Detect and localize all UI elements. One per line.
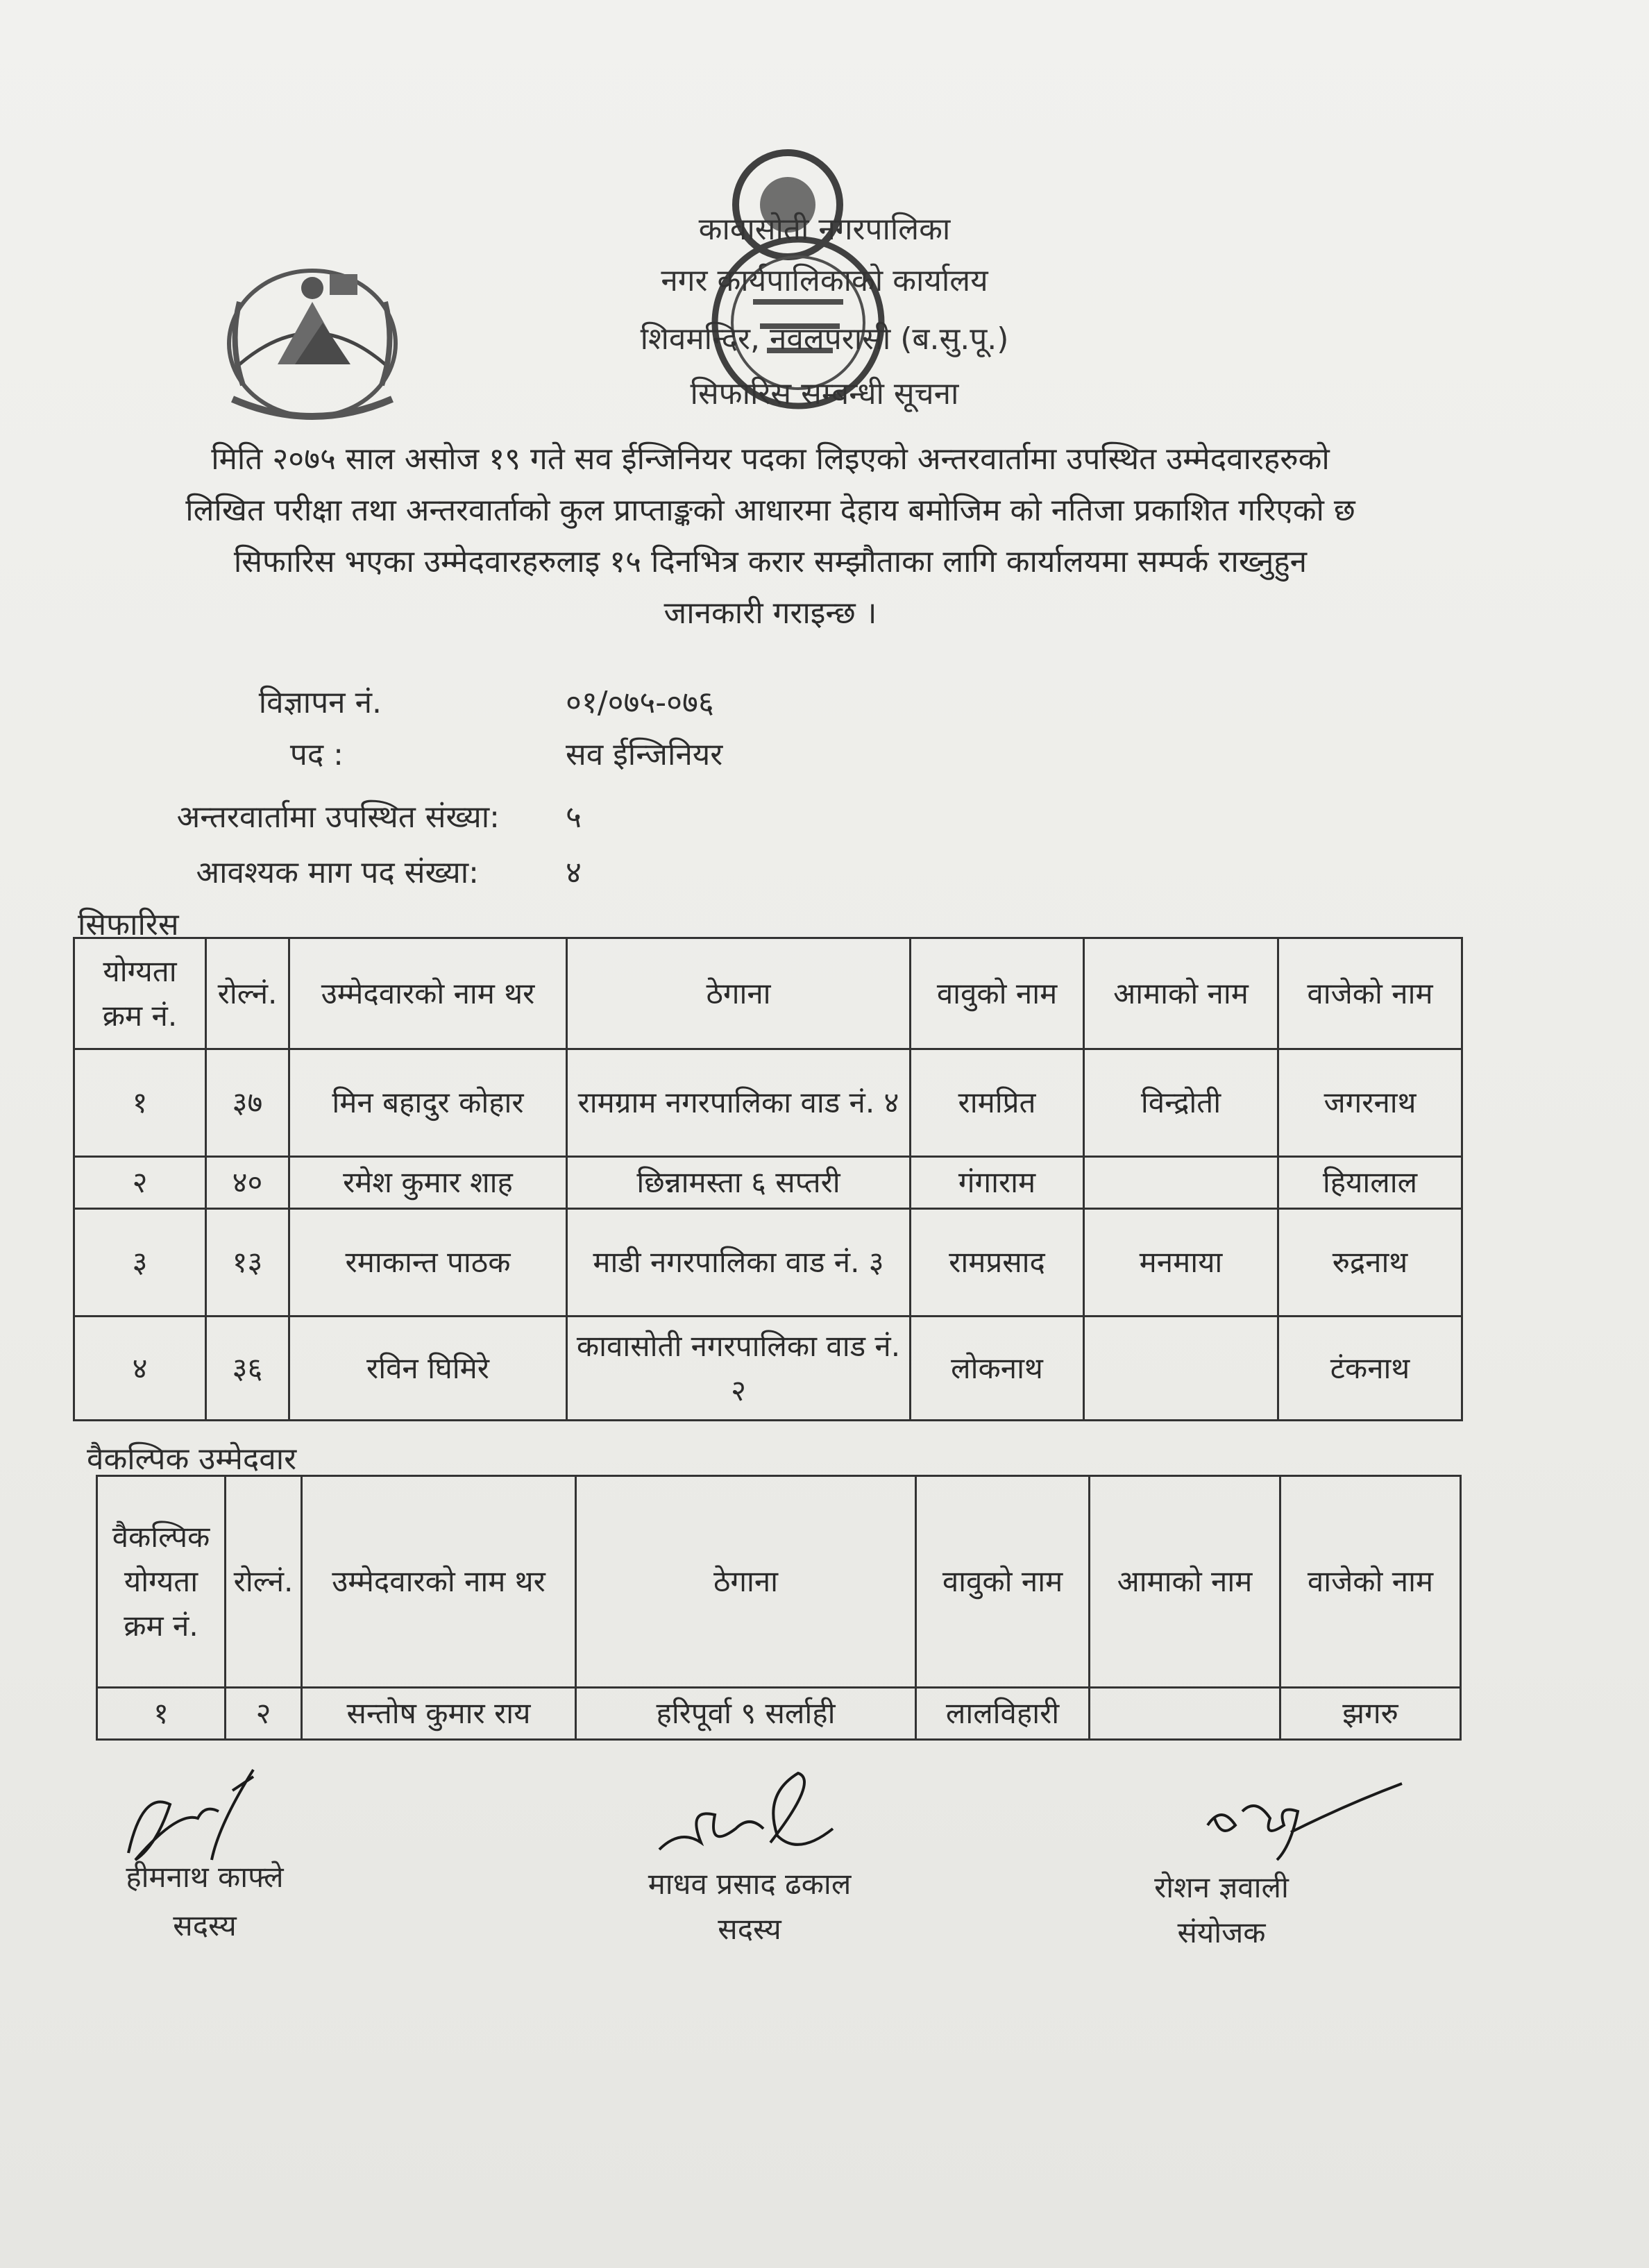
notice-line: सिफारिस भएका उम्मेदवारहरुलाइ १५ दिनभित्र करार सम्झौताका लागि कार्यालयमा सम्पर्क राख्नुहुन bbox=[233, 544, 1308, 579]
col-header-mother: आमाको नाम bbox=[1090, 1476, 1280, 1688]
col-header-alt-rank: वैकल्पिक योग्यता क्रम नं. bbox=[97, 1476, 226, 1688]
alternate-table bbox=[96, 1475, 1462, 1741]
signatory-1-name: हीमनाथ काफ्ले bbox=[126, 1860, 284, 1894]
table-header-row bbox=[74, 938, 1462, 1049]
cell-rank: ४ bbox=[74, 1317, 206, 1421]
cell-address: छिन्नामस्ता ६ सप्तरी bbox=[567, 1157, 911, 1209]
cell-address: रामग्राम नगरपालिका वाड नं. ४ bbox=[567, 1049, 911, 1157]
cell-name: रमाकान्त पाठक bbox=[289, 1209, 567, 1317]
cell-father: रामप्रित bbox=[911, 1049, 1084, 1157]
demand-count-value: ४ bbox=[566, 855, 582, 890]
post-value: सव ईन्जिनियर bbox=[566, 737, 723, 772]
cell-mother: विन्द्रोती bbox=[1084, 1049, 1278, 1157]
present-count-label: अन्तरवार्तामा उपस्थित संख्या: bbox=[176, 799, 500, 835]
table-row bbox=[74, 1209, 1462, 1317]
signatory-3-name: रोशन ज्ञवाली bbox=[1154, 1870, 1289, 1904]
alternate-section-title: वैकल्पिक उम्मेदवार bbox=[87, 1441, 297, 1477]
col-header-roll: रोल्नं. bbox=[206, 938, 289, 1049]
table-row bbox=[74, 1049, 1462, 1157]
col-header-mother: आमाको नाम bbox=[1084, 938, 1278, 1049]
cell-name: रविन घिमिरे bbox=[289, 1317, 567, 1421]
recommended-table bbox=[73, 937, 1463, 1421]
signatory-2-name: माधव प्रसाद ढकाल bbox=[648, 1867, 852, 1901]
cell-father: लालविहारी bbox=[916, 1688, 1090, 1740]
col-header-father: वावुको नाम bbox=[911, 938, 1084, 1049]
signatory-1-role: सदस्य bbox=[173, 1909, 237, 1943]
signature-3-icon bbox=[1194, 1777, 1416, 1867]
demand-count-label: आवश्यक माग पद संख्या: bbox=[196, 855, 479, 890]
col-header-grandfather: वाजेको नाम bbox=[1278, 938, 1462, 1049]
notice-line: जानकारी गराइन्छ । bbox=[663, 595, 877, 631]
cell-name: सन्तोष कुमार राय bbox=[302, 1688, 576, 1740]
present-count-value: ५ bbox=[566, 799, 582, 835]
cell-name: रमेश कुमार शाह bbox=[289, 1157, 567, 1209]
cell-father: लोकनाथ bbox=[911, 1317, 1084, 1421]
notice-paragraph bbox=[76, 434, 1464, 639]
col-header-grandfather: वाजेको नाम bbox=[1280, 1476, 1461, 1688]
notice-title: सिफारिस सम्बन्धी सूचना bbox=[690, 376, 959, 412]
header-address: शिवमन्दिर, नवलपरासी (ब.सु.पू.) bbox=[640, 321, 1009, 357]
header-office: नगर कार्यपालिकाको कार्यालय bbox=[661, 263, 988, 298]
ad-no-value: ०१/०७५-०७६ bbox=[566, 685, 714, 720]
cell-rank: १ bbox=[97, 1688, 226, 1740]
cell-grandfather: जगरनाथ bbox=[1278, 1049, 1462, 1157]
cell-mother bbox=[1084, 1317, 1278, 1421]
cell-father: गंगाराम bbox=[911, 1157, 1084, 1209]
signature-1-icon bbox=[115, 1763, 295, 1867]
cell-roll: ३६ bbox=[206, 1317, 289, 1421]
ad-no-label: विज्ञापन नं. bbox=[258, 685, 382, 720]
col-header-address: ठेगाना bbox=[576, 1476, 916, 1688]
signature-2-icon bbox=[639, 1766, 861, 1870]
cell-mother bbox=[1084, 1157, 1278, 1209]
notice-line: लिखित परीक्षा तथा अन्तरवार्ताको कुल प्राप्ताङ्कको आधारमा देहाय बमोजिम को नतिजा प्रकाशित गरिएको छ bbox=[185, 493, 1355, 528]
col-header-address: ठेगाना bbox=[567, 938, 911, 1049]
notice-line: मिति २०७५ साल असोज १९ गते सव ईन्जिनियर पदका लिइएको अन्तरवार्तामा उपस्थित उम्मेदवारहरुको bbox=[211, 441, 1330, 477]
cell-rank: १ bbox=[74, 1049, 206, 1157]
cell-grandfather: हियालाल bbox=[1278, 1157, 1462, 1209]
table-row bbox=[97, 1688, 1461, 1740]
cell-roll: ३७ bbox=[206, 1049, 289, 1157]
cell-name: मिन बहादुर कोहार bbox=[289, 1049, 567, 1157]
col-header-father: वावुको नाम bbox=[916, 1476, 1090, 1688]
cell-rank: ३ bbox=[74, 1209, 206, 1317]
signatory-3-role: संयोजक bbox=[1177, 1915, 1266, 1949]
recommended-section-title: सिफारिस bbox=[78, 907, 179, 942]
col-header-name: उम्मेदवारको नाम थर bbox=[289, 938, 567, 1049]
cell-roll: १३ bbox=[206, 1209, 289, 1317]
cell-address: हरिपूर्वा ९ सर्लाही bbox=[576, 1688, 916, 1740]
col-header-name: उम्मेदवारको नाम थर bbox=[302, 1476, 576, 1688]
cell-father: रामप्रसाद bbox=[911, 1209, 1084, 1317]
cell-roll: ४० bbox=[206, 1157, 289, 1209]
cell-mother bbox=[1090, 1688, 1280, 1740]
col-header-rank: योग्यता क्रम नं. bbox=[74, 938, 206, 1049]
header-municipality: कावासोती नगरपालिका bbox=[698, 212, 951, 247]
table-row bbox=[74, 1317, 1462, 1421]
cell-address: कावासोती नगरपालिका वाड नं. २ bbox=[567, 1317, 911, 1421]
cell-roll: २ bbox=[226, 1688, 302, 1740]
cell-grandfather: रुद्रनाथ bbox=[1278, 1209, 1462, 1317]
cell-grandfather: टंकनाथ bbox=[1278, 1317, 1462, 1421]
col-header-roll: रोल्नं. bbox=[226, 1476, 302, 1688]
table-row bbox=[74, 1157, 1462, 1209]
signatory-2-role: सदस्य bbox=[718, 1912, 781, 1946]
post-label: पद : bbox=[289, 737, 344, 772]
cell-grandfather: झगरु bbox=[1280, 1688, 1461, 1740]
cell-rank: २ bbox=[74, 1157, 206, 1209]
cell-mother: मनमाया bbox=[1084, 1209, 1278, 1317]
cell-address: माडी नगरपालिका वाड नं. ३ bbox=[567, 1209, 911, 1317]
table-header-row bbox=[97, 1476, 1461, 1688]
